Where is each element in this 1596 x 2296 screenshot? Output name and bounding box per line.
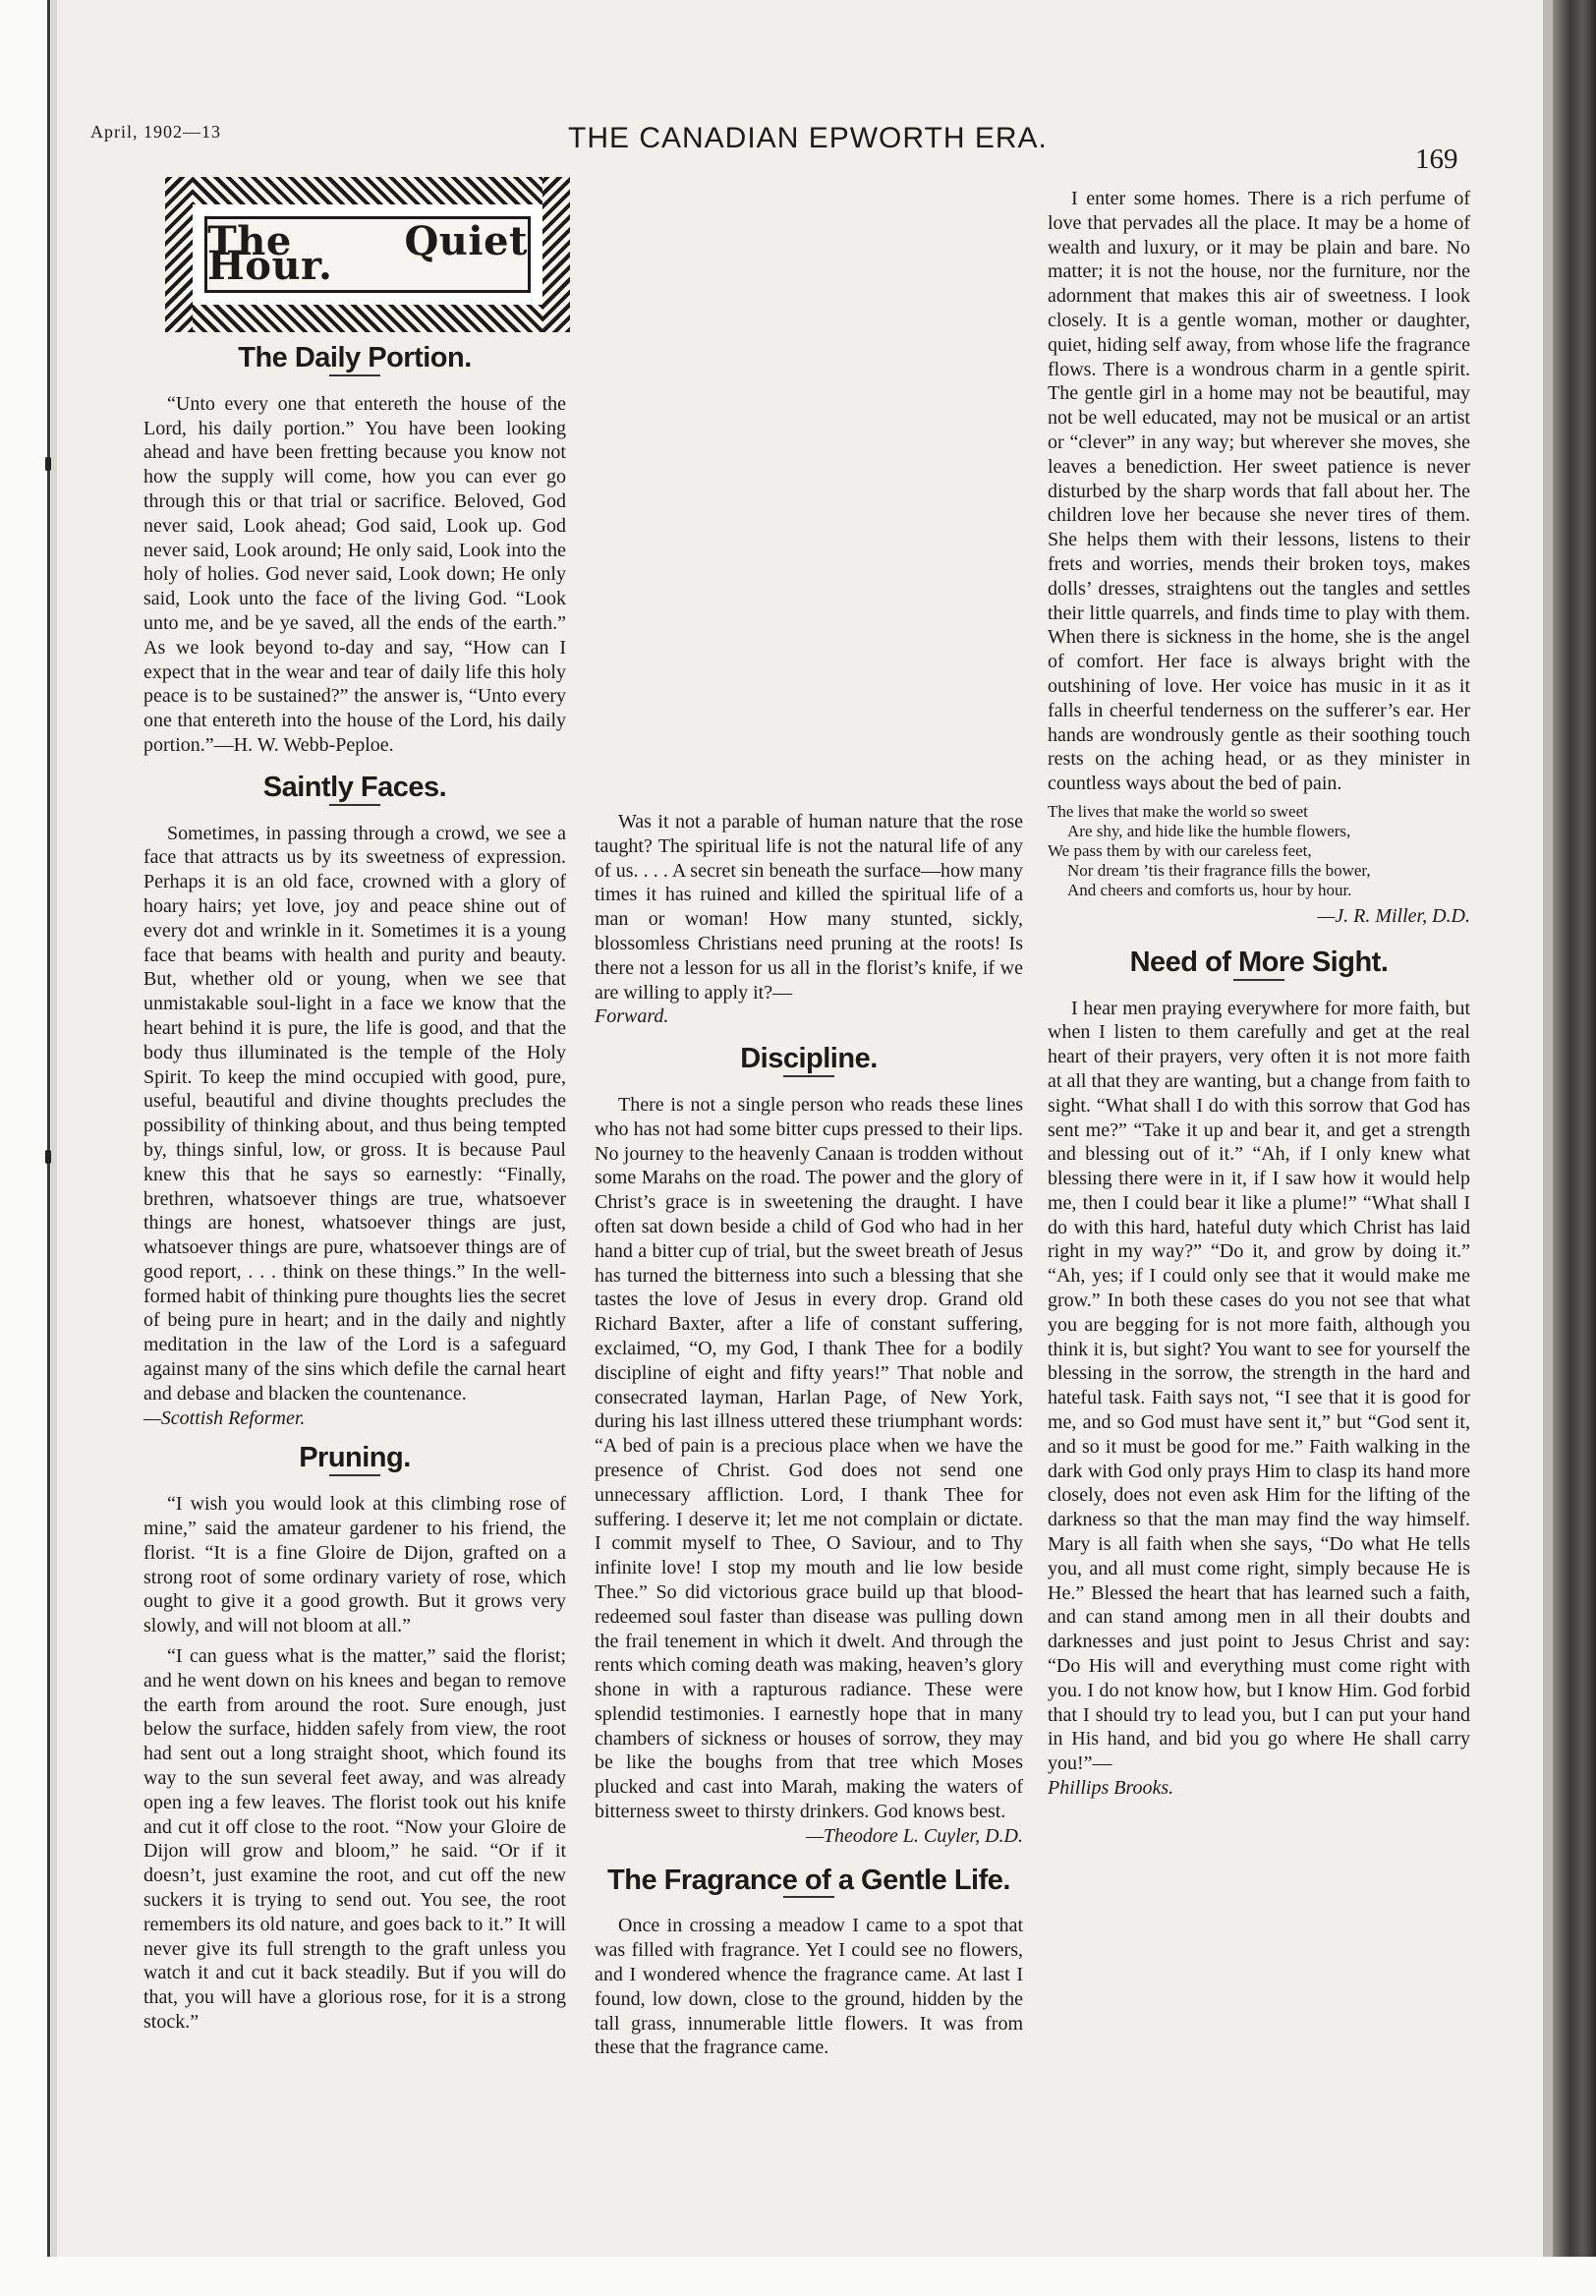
column-1 <box>143 177 566 2040</box>
heading-rule <box>1233 979 1284 981</box>
scan-bottom-margin <box>0 2257 1596 2296</box>
scan-left-margin <box>0 0 50 2296</box>
article-credit: Forward. <box>595 1005 669 1028</box>
journal-title: THE CANADIAN EPWORTH ERA. <box>568 122 1048 154</box>
article-heading-discipline: Discipline. <box>740 1043 878 1075</box>
column-2 <box>595 181 1023 2066</box>
article-body-discipline: There is not a single person who reads these lines who has not had some bitter cups pressed to their lips. No journey to the heavenly Canaan is trodden without some Marahs on the road. The power and the glory of Christ’s grace is in sweetening the draught. I have often sat down beside a child of God who had in her hand a bitter cup of trial, but the sweet breath of Jesus has turned the bitterness into such a blessing that she tastes the love of Jesus in every drop. Grand old Richard Baxter, after a life of constant suffering, exclaimed, “O, my God, I thank Thee for a bodily discipline of eight and fifty years!” That noble and consecrated layman, Harlan Page, of New York, during his last illness uttered these triumphant words: “A bed of pain is a precious place when we have the presence of Christ. God does not send one unnecessary affliction. Lord, I thank Thee for suffering. I deserve it; let me not complain or dictate. I commit myself to Thee, O Saviour, and to Thy infinite love! I stop my mouth and lie low beside Thee.” So did victorious grace build up that blood-redeemed soul faster than disease was pulling down the frail tenement in which it dwelt. And through the rents which coming death was making, heaven’s glory shone in with a rapturous radiance. These were splendid testimonies. I earnestly hope that in many chambers of sickness or houses of sorrow, they may be like the boughs from that tree which Moses plucked and cast into Marah, making the waters of bitterness sweet to thirsty drinkers. God knows best. <box>595 1093 1023 1823</box>
ornament-border-bottom <box>165 305 570 332</box>
article-heading-more-sight: Need of More Sight. <box>1129 946 1389 978</box>
article-body-saintly-faces: Sometimes, in passing through a crowd, we see a face that attracts us by its sweetness of expression. Perhaps it is an old face, crowned with a glory of hoary hairs; yet love, joy and peace shine out of every dot and wrinkle in it. Sometimes it is a young face that beams with health and purity and beauty. But, whether old or young, when we see that unmistakable soul-light in a face we know that the heart behind it is pure, the life is good, and that the body thus illuminated is the temple of the Holy Spirit. To keep the mind occupied with good, pure, useful, beautiful and divine thoughts precludes the possibility of thinking about, and thus being tempted by, things sinful, low, or gross. It is because Paul knew this that he says so earnestly: “Finally, brethren, whatsoever things are true, whatsoever things are honest, whatsoever things are just, whatsoever things are pure, whatsoever things are of good report, . . . think on these things.” In the well-formed habit of thinking pure thoughts lies the secret of being pure in heart; and in the daily and nightly meditation in the law of the Lord is a safeguard against many of the sins which defile the carnal heart and debase and blacken the countenance. <box>143 822 566 1405</box>
article-body-fragrance-2: I enter some homes. There is a rich perfume of love that pervades all the place. It may be a home of wealth and luxury, or it may be plain and bare. No matter; it is not the house, nor the furniture, nor the adornment that makes this air of sweetness. I look closely. It is a gentle woman, mother or daughter, quiet, hiding self away, from whose life the fragrance flows. There is a wondrous charm in a gentle spirit. The gentle girl in a home may not be beautiful, may not be well educated, may not be musical or an artist or “clever” in any way; but wherever she moves, she leaves a benediction. Her sweet patience is never disturbed by the sharp words that fall about her. The children love her because she never tires of them. She helps them with their lessons, listens to their frets and worries, mends their broken toys, makes dolls’ dresses, straightens out the tangles and settles their little quarrels, and finds time to play with them. When there is sickness in the home, she is the angel of comfort. Her face is always bright with the outshining of love. Her voice has music in it as it falls in cheerful tenderness on the sufferer’s ear. Her hands are wondrously gentle as their soothing touch rests on the aching head, or as they minister in countless ways about the bed of pain. <box>1048 188 1470 795</box>
poem <box>1048 802 1470 900</box>
scan-mark <box>45 457 51 471</box>
article-body-more-sight: I hear men praying everywhere for more faith, but when I listen to them carefully and get at the real heart of their prayers, very often it is not more faith at all that they are wanting, but a change from faith to sight. “What shall I do with this sorrow that God has sent me?” “Take it up and bear it, and get a strength and blessing out of it.” “Ah, if I only knew what blessing there were in it, if I saw how it would help me, then I could bear it like a plume!” “What shall I do with this hard, hateful duty which Christ has laid right in my way?” “Do it, and grow by doing it.” “Ah, yes; if I could only see that it would make me grow.” In both these cases do you not see that what you are begging for is not more faith, although you think it is, but sight? You want to see for yourself the blessing in the sorrow, the strength in the hard and hateful task. Faith says not, “I see that it is good for me, and so God must have sent it,” but “God sent it, and so it must be good for me.” Faith walking in the dark with God only prays Him to clasp its hand more closely, does not even ask Him for the lifting of the darkness so that the man may find the way himself. Mary is all faith when she says, “Do what He tells you, and all must come right, simply because He is He.” Blessed the heart that has learned such a faith, and can stand among men in all their doubts and darknesses and just point to Jesus Christ and say: “Do His will and everything must come right with you. I do not know how, but I know Him. God forbid that I should try to lead you, but I can put your hand in His hand, and bid you go where He shall carry you!”— <box>1048 997 1470 1775</box>
heading-rule <box>329 1474 380 1476</box>
quiet-hour-banner <box>165 177 570 332</box>
article-heading-pruning: Pruning. <box>299 1442 411 1474</box>
poem-line: Nor dream ’tis their fragrance fills the bower, <box>1067 860 1371 880</box>
poem-line: And cheers and comforts us, hour by hour. <box>1067 880 1352 899</box>
page-number: 169 <box>1415 144 1458 175</box>
article-body-pruning-1: “I wish you would look at this climbing rose of mine,” said the amateur gardener to his friend, the florist. “It is a fine Gloire de Dijon, grafted on a strong root of some ordinary variety of rose, which ought to give it a good growth. But it grows very slowly, and will not bloom at all.” <box>143 1493 566 1637</box>
article-credit: —Theodore L. Cuyler, D.D. <box>806 1824 1023 1847</box>
scan-right-margin <box>1543 0 1553 2296</box>
ornament-border-top <box>165 177 570 204</box>
poem-line: Are shy, and hide like the humble flowers, <box>1067 821 1351 840</box>
issue-date: April, 1902—13 <box>90 122 221 142</box>
heading-rule <box>783 1896 834 1898</box>
article-credit: Phillips Brooks. <box>1048 1777 1174 1800</box>
poem-line: We pass them by with our careless feet, <box>1048 840 1312 860</box>
heading-rule <box>329 804 380 806</box>
section-title: The Quiet Hour. <box>207 218 528 289</box>
article-body-daily-portion: “Unto every one that entereth the house of the Lord, his daily portion.” You have been looking ahead and have been fretting because you know not how the supply will come, how you can ever go through this or that trial or sacrifice. Beloved, God never said, Look ahead; God said, Look up. God never said, Look around; He only said, Look into the holy of holies. God never said, Look down; He only said, Look unto the face of the living God. “Look unto me, and be ye saved, all the ends of the earth.” As we look beyond to-day and say, “How can I expect that in the wear and tear of daily life this holy peace is to be sustained?” the answer is, “Unto every one that entereth into the house of the Lord, his daily portion.”—H. W. Webb-Peploe. <box>143 392 566 756</box>
article-body-pruning-3: Was it not a parable of human nature that the rose taught? The spiritual life is not the natural life of any of us. . . . A secret sin beneath the surface—how many times it has ruined and killed the spiritual life of a man or woman! How many stunted, sickly, blossomless Christians need pruning at the roots! Is there not a lesson for us all in the florist’s knife, if we are willing to apply it?— <box>595 811 1023 1004</box>
article-heading-saintly-faces: Saintly Faces. <box>262 771 447 803</box>
book-spine-edge <box>1553 0 1596 2296</box>
ornament-border-left <box>165 177 193 332</box>
heading-rule <box>783 1075 834 1077</box>
scan-mark <box>45 1150 51 1164</box>
article-body-fragrance-1: Once in crossing a meadow I came to a spot that was filled with fragrance. Yet I could see no flowers, and I wondered whence the fragrance came. At last I found, low down, close to the ground, hidden by the tall grass, innumerable little flowers. It was from these that the fragrance came. <box>595 1915 1023 2059</box>
column-3 <box>1048 187 1470 1807</box>
article-credit: —J. R. Miller, D.D. <box>1317 904 1470 927</box>
article-body-pruning-2: “I can guess what is the matter,” said the florist; and he went down on his knees and began to remove the earth from around the root. Sure enough, just below the surface, hidden safely from view, the root had sent out a long straight shoot, which found its way to the sun several feet away, and was already open ing a few leaves. The florist took out his knife and cut it off close to the root. “Now your Gloire de Dijon will grow and bloom,” he said. “Or if it doesn’t, just examine the root, and cut off the new suckers it is trying to send out. You see, the root remembers its old nature, and goes back to it.” It will never give its full strength to the graft unless you watch it and cut it back steadily. But if you will do that, you will have a glorious rose, for it is a strong stock.” <box>143 1645 566 2033</box>
ornament-border-right <box>542 177 570 332</box>
poem-line: The lives that make the world so sweet <box>1048 801 1308 821</box>
article-heading-fragrance: The Fragrance of a Gentle Life. <box>607 1864 1010 1896</box>
article-heading-daily-portion: The Daily Portion. <box>238 342 472 373</box>
heading-rule <box>329 374 380 376</box>
article-credit: —Scottish Reformer. <box>143 1406 306 1429</box>
